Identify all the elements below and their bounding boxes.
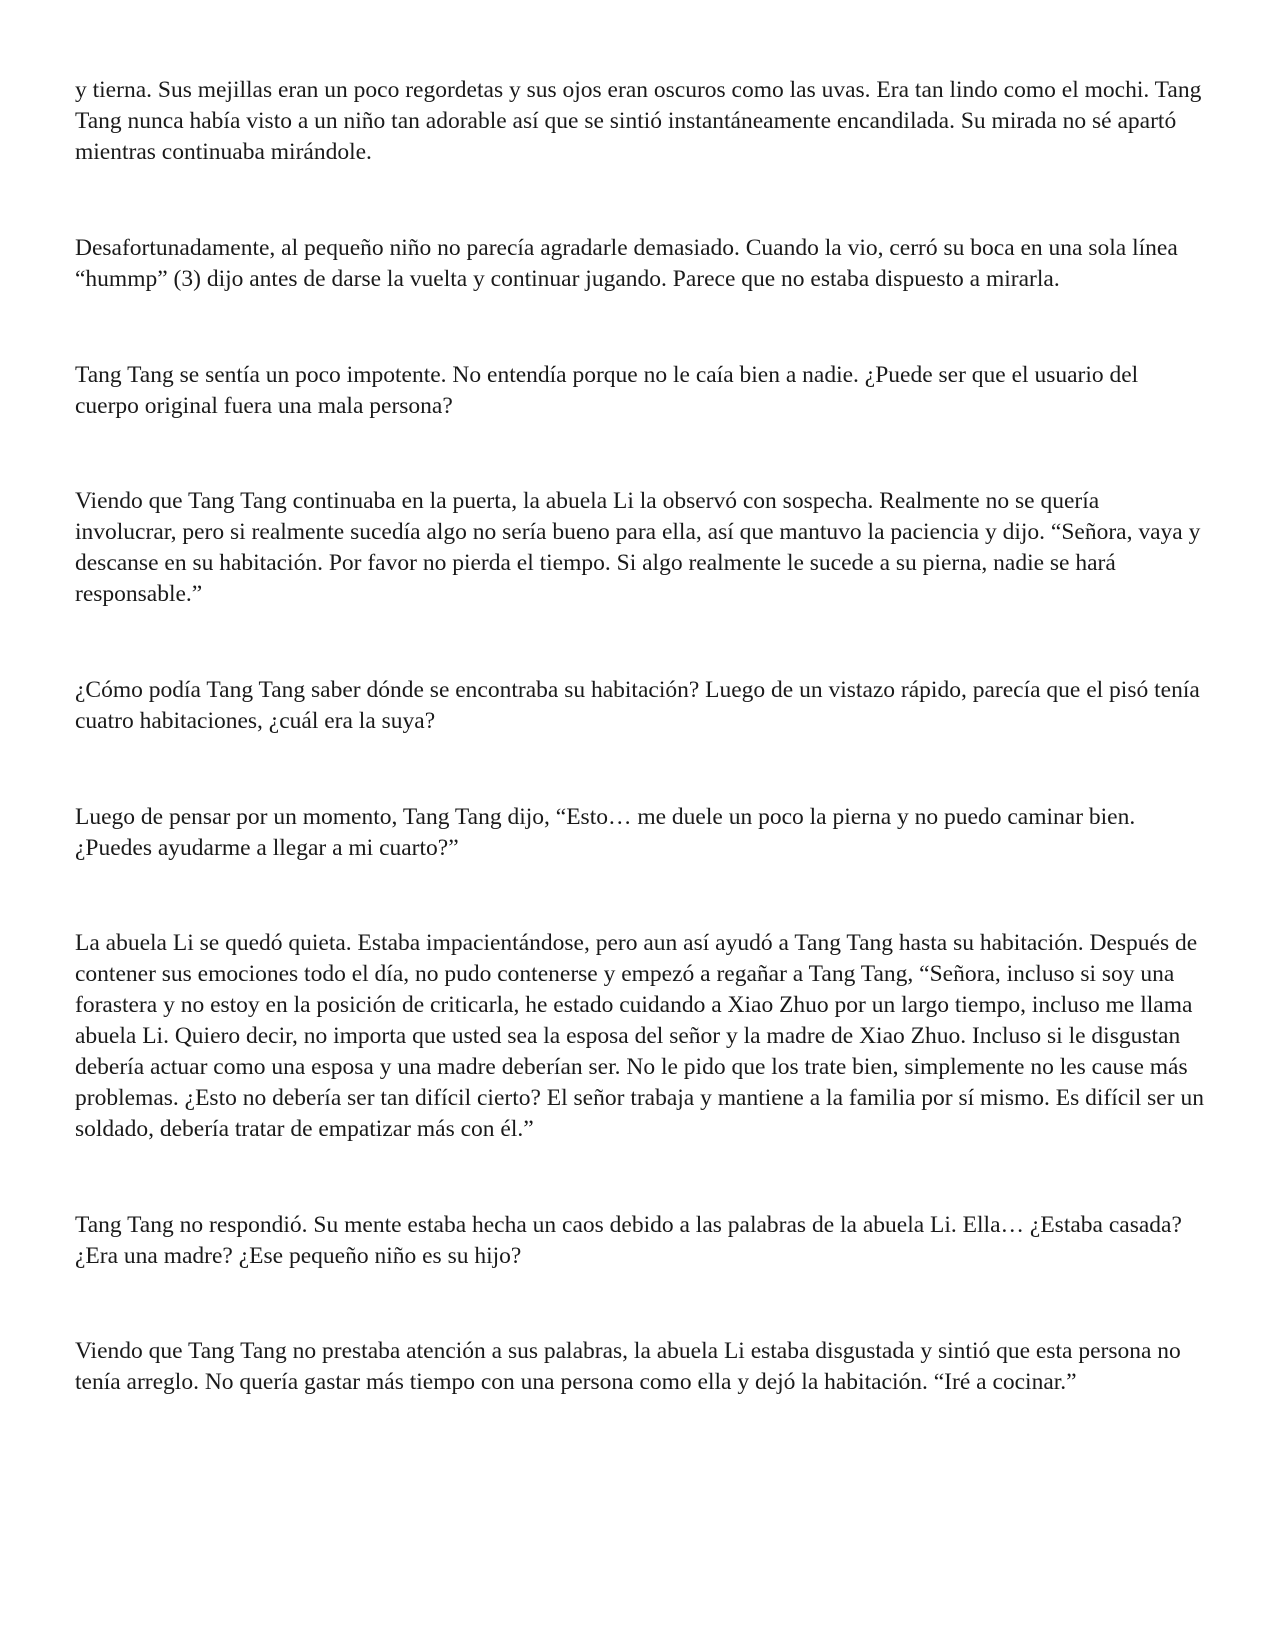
paragraph: Desafortunadamente, al pequeño niño no parecía agradarle demasiado. Cuando la vio, cerró su boca en una sola línea “hummp” (3) dijo antes de darse la vuelta y continuar jugando. Parece que no estaba dispuesto a mirarla. — [75, 235, 1178, 292]
paragraph: Tang Tang se sentía un poco impotente. No entendía porque no le caía bien a nadie. ¿Puede ser que el usuario del cuerpo original fuera una mala persona? — [75, 362, 1139, 419]
paragraph: ¿Cómo podía Tang Tang saber dónde se encontraba su habitación? Luego de un vistazo rápido, parecía que el pisó tenía cuatro habitaciones, ¿cuál era la suya? — [75, 677, 1200, 734]
paragraph: Viendo que Tang Tang continuaba en la puerta, la abuela Li la observó con sospecha. Realmente no se quería involucrar, pero si realmente sucedía algo no sería bueno para ella, así que mantuvo la paciencia y dijo. “Señora, vaya y descanse en su habitación. Por favor no pierda el tiempo. Si algo realmente le sucede a su pierna, nadie se hará responsable.” — [75, 488, 1201, 607]
paragraph: Luego de pensar por un momento, Tang Tang dijo, “Esto… me duele un poco la pierna y no puedo caminar bien. ¿Puedes ayudarme a llegar a mi cuarto?” — [75, 804, 1136, 861]
paragraph: Viendo que Tang Tang no prestaba atención a sus palabras, la abuela Li estaba disgustada y sintió que esta persona no tenía arreglo. No quería gastar más tiempo con una persona como ella y dejó la habitación. “Iré a cocinar.” — [75, 1338, 1181, 1395]
paragraph: La abuela Li se quedó quieta. Estaba impacientándose, pero aun así ayudó a Tang Tang hasta su habitación. Después de contener sus emociones todo el día, no pudo contenerse y empezó a regañar a Tang Tang, “Señora, incluso si soy una forastera y no estoy en la posición de criticarla, he estado cuidando a Xiao Zhuo por un largo tiempo, incluso me llama abuela Li. Quiero decir, no importa que usted sea la esposa del señor y la madre de Xiao Zhuo. Incluso si le disgustan debería actuar como una esposa y una madre deberían ser. No le pido que los trate bien, simplemente no les cause más problemas. ¿Esto no debería ser tan difícil cierto? El señor trabaja y mantiene a la familia por sí mismo. Es difícil ser un soldado, debería tratar de empatizar más con él.” — [75, 930, 1204, 1142]
paragraph: y tierna. Sus mejillas eran un poco regordetas y sus ojos eran oscuros como las uvas. Era tan lindo como el mochi. Tang Tang nunca había visto a un niño tan adorable así que se sintió instantáneamente encandilada. Su mirada no sé apartó mientras continuaba mirándole. — [75, 77, 1202, 165]
paragraph: Tang Tang no respondió. Su mente estaba hecha un caos debido a las palabras de la abuela Li. Ella… ¿Estaba casada? ¿Era una madre? ¿Ese pequeño niño es su hijo? — [75, 1212, 1182, 1269]
